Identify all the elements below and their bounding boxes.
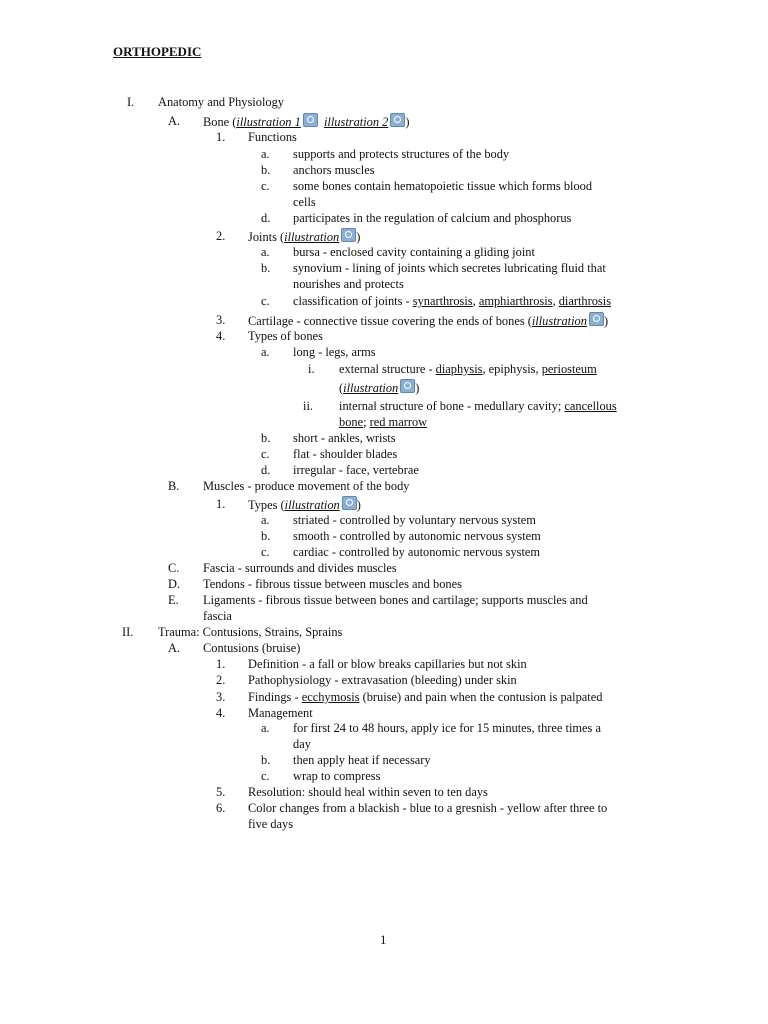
outline-row: [0, 462, 768, 478]
outline-marker: I.: [127, 95, 135, 109]
outline-row: [0, 94, 768, 110]
outline-row: [0, 576, 768, 592]
outline-marker: d.: [261, 211, 271, 225]
outline-text: day: [293, 737, 311, 751]
outline-text: then apply heat if necessary: [293, 753, 431, 767]
outline-marker: a.: [261, 245, 270, 259]
outline-marker: 3.: [216, 690, 226, 704]
separator: ,: [552, 294, 559, 308]
outline-row: [0, 560, 768, 576]
illustration-link[interactable]: illustration 2: [323, 115, 389, 129]
outline-text: Contusions (bruise): [203, 641, 301, 655]
outline-text: wrap to compress: [293, 769, 381, 783]
outline-row: [0, 414, 768, 430]
outline-row: [0, 244, 768, 260]
outline-text: [339, 379, 419, 396]
outline-marker: b.: [261, 261, 271, 275]
outline-text: striated - controlled by voluntary nervous system: [293, 513, 536, 527]
outline-row: [0, 228, 768, 244]
outline-marker: i.: [308, 362, 315, 376]
outline-row: [0, 344, 768, 360]
outline-marker: 5.: [216, 785, 226, 799]
outline-text: for first 24 to 48 hours, apply ice for 15 minutes, three times a: [293, 721, 601, 735]
outline-text: synovium - lining of joints which secretes lubricating fluid that: [293, 261, 606, 275]
outline-text: Management: [248, 706, 313, 720]
outline-row: [0, 478, 768, 494]
image-icon[interactable]: [341, 228, 356, 242]
outline-marker: b.: [261, 529, 271, 543]
outline-marker: D.: [168, 577, 181, 591]
outline-text: bursa - enclosed cavity containing a gliding joint: [293, 245, 535, 259]
outline-row: [0, 705, 768, 721]
outline-text-prefix: Bone (: [203, 115, 237, 129]
outline-row: [0, 162, 768, 178]
glossary-link[interactable]: amphiarthrosis: [478, 294, 553, 308]
outline-marker: C.: [168, 561, 180, 575]
document-title: ORTHOPEDIC: [113, 44, 202, 59]
outline-row: [0, 816, 768, 832]
outline-row: [0, 260, 768, 276]
outline-text: Color changes from a blackish - blue to a gresnish - yellow after three to: [248, 801, 608, 815]
outline-row: [0, 736, 768, 752]
outline-text-prefix: external structure -: [339, 362, 436, 376]
outline-text-suffix: ): [405, 115, 410, 129]
outline-text: smooth - controlled by autonomic nervous system: [293, 529, 541, 543]
outline-row: [0, 379, 768, 395]
outline-row: [0, 194, 768, 210]
glossary-link[interactable]: ecchymosis: [301, 690, 360, 704]
outline-text: nourishes and protects: [293, 277, 404, 291]
outline-text-prefix: Cartilage - connective tissue covering the ends of bones (: [248, 314, 532, 328]
outline-text-prefix: (: [339, 381, 344, 395]
outline-row: [0, 528, 768, 544]
outline-text-suffix: ): [603, 314, 609, 328]
outline-text: five days: [248, 817, 294, 831]
separator: , epiphysis,: [482, 362, 542, 376]
outline-marker: 6.: [216, 801, 226, 815]
illustration-link[interactable]: illustration: [284, 498, 340, 512]
outline-marker: a.: [261, 147, 270, 161]
outline-text: fascia: [203, 609, 232, 623]
outline-marker: A.: [168, 641, 181, 655]
outline-marker: 1.: [216, 497, 226, 511]
image-icon[interactable]: [342, 496, 357, 510]
outline-marker: b.: [261, 753, 271, 767]
outline-text-prefix: Joints (: [248, 230, 285, 244]
outline-text-suffix: ): [415, 381, 420, 395]
outline-marker: a.: [261, 721, 270, 735]
outline-text: some bones contain hematopoietic tissue which forms blood: [293, 179, 593, 193]
outline-text: participates in the regulation of calcium and phosphorus: [293, 211, 572, 225]
outline-text: [339, 361, 597, 377]
outline-marker: c.: [261, 179, 270, 193]
outline-text: cells: [293, 195, 316, 209]
outline-marker: b.: [261, 431, 271, 445]
outline-row: [0, 361, 768, 377]
outline-row: [0, 592, 768, 608]
outline-marker: 4.: [216, 329, 226, 343]
outline-text: Functions: [248, 130, 297, 144]
outline-text: supports and protects structures of the body: [293, 147, 510, 161]
glossary-link[interactable]: diaphysis: [435, 362, 483, 376]
glossary-link[interactable]: red marrow: [369, 415, 428, 429]
outline-marker: c.: [261, 447, 270, 461]
outline-row: [0, 398, 768, 414]
outline-row: [0, 656, 768, 672]
outline-marker: c.: [261, 769, 270, 783]
outline-row: [0, 430, 768, 446]
image-icon[interactable]: [303, 113, 318, 127]
outline-marker: b.: [261, 163, 271, 177]
outline-row: [0, 113, 768, 129]
outline-marker: 4.: [216, 706, 226, 720]
glossary-link[interactable]: cancellous: [564, 399, 617, 413]
outline-row: [0, 640, 768, 656]
outline-row: [0, 276, 768, 292]
outline-text: short - ankles, wrists: [293, 431, 396, 445]
outline-row: [0, 210, 768, 226]
outline-text: Fascia - surrounds and divides muscles: [203, 561, 397, 575]
outline-row: [0, 608, 768, 624]
outline-text-prefix: internal structure of bone - medullary cavity;: [339, 399, 565, 413]
illustration-link[interactable]: illustration 1: [236, 115, 301, 129]
outline-text: [339, 398, 617, 414]
outline-row: [0, 800, 768, 816]
outline-text-suffix: (bruise) and pain when the contusion is palpated: [359, 690, 603, 704]
outline-text: Ligaments - fibrous tissue between bones and cartilage; supports muscles and: [203, 593, 588, 607]
outline-text: anchors muscles: [293, 163, 375, 177]
illustration-link[interactable]: illustration: [531, 314, 587, 328]
image-icon[interactable]: [400, 379, 415, 393]
outline-marker: 3.: [216, 313, 226, 327]
outline-text: [248, 312, 608, 329]
outline-marker: II.: [122, 625, 134, 639]
outline-row: [0, 752, 768, 768]
glossary-link[interactable]: periosteum: [541, 362, 597, 376]
outline-marker: 2.: [216, 229, 226, 243]
glossary-link[interactable]: synarthrosis: [412, 294, 473, 308]
outline-text: [339, 414, 427, 430]
illustration-link[interactable]: illustration: [343, 381, 399, 395]
outline-text: [248, 228, 360, 245]
outline-row: [0, 178, 768, 194]
glossary-link[interactable]: diarthrosis: [558, 294, 612, 308]
outline-text: Resolution: should heal within seven to ten days: [248, 785, 488, 799]
separator: ,: [472, 294, 479, 308]
outline-row: [0, 720, 768, 736]
outline-text-suffix: ): [356, 230, 361, 244]
outline-marker: 1.: [216, 657, 226, 671]
outline-text-prefix: Types (: [248, 498, 285, 512]
outline-text: [248, 496, 361, 513]
outline-text: Definition - a fall or blow breaks capillaries but not skin: [248, 657, 527, 671]
outline-text: Anatomy and Physiology: [158, 95, 284, 109]
outline-text: irregular - face, vertebrae: [293, 463, 419, 477]
outline-text: Trauma: Contusions, Strains, Sprains: [158, 625, 343, 639]
outline-text: long - legs, arms: [293, 345, 376, 359]
outline-row: [0, 512, 768, 528]
outline-row: [0, 784, 768, 800]
outline-text: Tendons - fibrous tissue between muscles and bones: [203, 577, 462, 591]
outline-row: [0, 328, 768, 344]
outline-text: Pathophysiology - extravasation (bleeding) under skin: [248, 673, 517, 687]
outline-text-suffix: ): [356, 498, 361, 512]
outline-row: [0, 446, 768, 462]
outline-row: [0, 768, 768, 784]
outline-row: [0, 672, 768, 688]
separator: ;: [363, 415, 370, 429]
outline-marker: a.: [261, 513, 270, 527]
outline-row: [0, 544, 768, 560]
outline-marker: c.: [261, 294, 270, 308]
outline-text: [293, 293, 611, 309]
page-number: 1: [380, 932, 387, 947]
outline-text: Muscles - produce movement of the body: [203, 479, 410, 493]
outline-text: cardiac - controlled by autonomic nervous system: [293, 545, 541, 559]
outline-row: [0, 293, 768, 309]
image-icon[interactable]: [589, 312, 604, 326]
outline-row: [0, 146, 768, 162]
outline-text-prefix: classification of joints -: [293, 294, 413, 308]
outline-row: [0, 624, 768, 640]
outline-marker: d.: [261, 463, 271, 477]
outline-text-prefix: Findings -: [248, 690, 302, 704]
outline-marker: c.: [261, 545, 270, 559]
outline-row: [0, 129, 768, 145]
image-icon[interactable]: [390, 113, 405, 127]
outline-marker: 1.: [216, 130, 226, 144]
outline-text: Types of bones: [248, 329, 323, 343]
outline-row: [0, 496, 768, 512]
outline-marker: B.: [168, 479, 180, 493]
outline-row: [0, 312, 768, 328]
outline-text: flat - shoulder blades: [293, 447, 398, 461]
outline-marker: a.: [261, 345, 270, 359]
glossary-link[interactable]: bone: [339, 415, 364, 429]
outline-text: [203, 113, 409, 130]
outline-marker: A.: [168, 114, 181, 128]
illustration-link[interactable]: illustration: [284, 230, 340, 244]
outline-text: [248, 689, 602, 705]
outline-row: [0, 689, 768, 705]
outline-marker: E.: [168, 593, 179, 607]
outline-marker: ii.: [303, 399, 313, 413]
outline-marker: 2.: [216, 673, 226, 687]
